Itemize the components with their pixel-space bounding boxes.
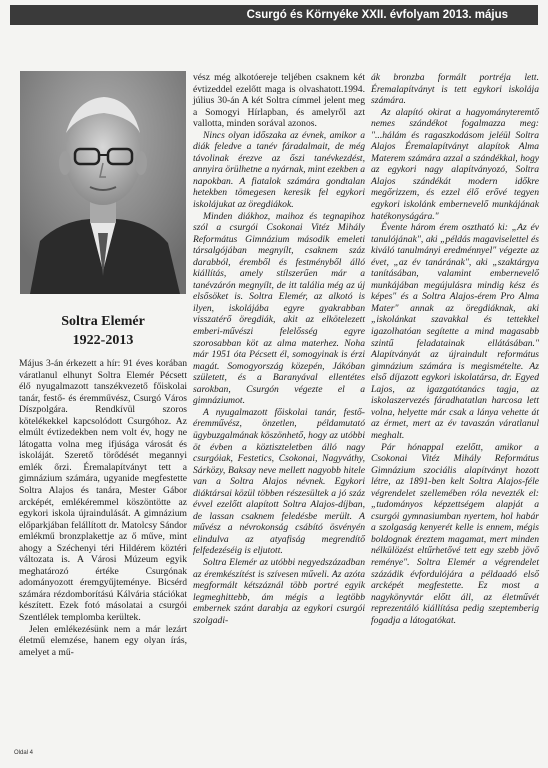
- paragraph: Nincs olyan időszaka az évnek, amikor a diák feledve a tanév fáradalmait, de még távolinak érezve az őszi tanévkezdést, annyira örülhetne a nyárnak, mint ezekben a napokban. A fiatalok számára gondtalan hetekben tömegesen keresik fel egykori iskolájukat az öregdiákok.: [193, 129, 365, 211]
- article-column-3: [371, 72, 539, 626]
- portrait-image: [20, 71, 186, 294]
- page-header-title: Csurgó és Környéke XXII. évfolyam 2013. május: [246, 9, 508, 21]
- person-name: Soltra Elemér: [61, 314, 145, 329]
- paragraph: Pár hónappal ezelőtt, amikor a Csokonai Vitéz Mihály Református Gimnázium szociális alapítványt hozott létre, az 1891-ben kelt Soltra Alajos-féle végrendelet szellemében róla nevezték el: „tudományos képzettségem alapját a csurgói gymnasiumban nyertem, hol habár a szolgaság kenyerét kelle is ennem, mégis boldognak éreztem magamat, mert minden nélkülözést eltűrhetővé tett egy szebb jövő reménye". Soltra Elemér a végrendelet százádik évfordulójára a példaadó első arcképét megfestette. Ez most a nagykönyvtár előtt áll, az életművét reprezentáló kiállítása pedig szeptemberig fogadja a látogatókat.: [371, 441, 539, 626]
- paragraph: Május 3-án érkezett a hír: 91 éves korában váratlanul elhunyt Soltra Elemér Pécsett élő nyugalmazott tanszékvezető főiskolai tanár, festő- és éremművész, Csurgó Város Díszpolgára. Rendkívül szoros kötelékekkel kapcsolódott Csurgóhoz. Az elmúlt évtizedekben nem volt év, hogy ne látogatta volna meg ifjúsága városát és iskoláját. Szerető törődését megannyi emlék őrzi. Éremalapítványt tett a gimnázium számára, ugyanide megfestette Soltra Alajos és tanára, Mester Gábor arcképét, emlékéremmel köszöntötte az egykori iskola újraindulását. A gimnázium előparkjában felállított dr. Matolcsy Sándor emlékmű bronzplakettje az ő műve, mint ahogy a Széchenyi téri Hildérem köztéri változata is. A Városi Múzeum egyik meghatározó értéke Csurgónak adományozott éremgyűjteménye. Bicsérd számára rézdomborítású Kálvária stációkat készített. Ezek fotó másolatai a csurgói Szentlélek templomba kerültek.: [19, 358, 187, 624]
- person-years: 1922-2013: [72, 333, 134, 348]
- portrait-photo: [20, 71, 186, 294]
- paragraph: Az alapító okirat a hagyományteremtő nemes szándékot fogalmazza meg: "...hálám és ragaszkodásom jeléül Soltra Alajos Éremalapítványt alapítok Alma Materem számára azzal a szándékkal, hogy az egykori nagy alapítványozó, Soltra Alajos szándékát modern időkre megőrizzem, és ezzel élő erővé tegyen egykori iskolánk embernevelő munkájának hatékonyságára.": [371, 106, 539, 222]
- paragraph: Soltra Elemér az utóbbi negyedszázadban az éremkészítést is szívesen műveli. Az azóta megformált kétszáznál több portré egyik legmeghittebb, ám mégis a legtöbb embernek szánt darabja az egykori csurgói szolgadi-: [193, 556, 365, 626]
- paragraph: Minden diákhoz, maihoz és tegnapihoz szól a csurgói Csokonai Vitéz Mihály Református Gimnázium második emeleti társalgójában megnyílt, csaknem száz darabból, éremből és festményből álló kiállítás, amely stílszerűen már a tanévzárón megnyílt, de itt talália még az új elsősöket is. Soltra Elemér, az alkotó is ilyen, iskolájába egyre gyakrabban visszatérő öregdiák, akit az elkötelezett emberi-művészi felelősség egyre szorosabban köt az alma materhez. Noha már 1951 óta Pécsett él, somogyinak is érzi magát. Somogyország közepén, Jákóban született, és a Baranyával ellentétes sarokban, Csurgón végezte el a gimnáziumot.: [193, 210, 365, 407]
- page-footer: Oldal 4: [14, 750, 34, 756]
- page-header-bar: [10, 5, 538, 25]
- paragraph: Évente három érem osztható ki: „Az év tanulójának", aki „példás magaviselettel és kiváló tanulmányi eredménnyel" végezte az évet, „az év tanárának", aki „szaktárgya tanításában, valamint embernevelő munkájában megújulásra mindig kész és képes" és a Soltra Alajos-érem Pro Alma Mater" annak az öregdiáknak, aki „iskolánkat szavakkal és tettekkel igazolhatóan segítette a mind magasabb szintű feladatainak ellátásában." Alapítványát az újraindult református gimnázium számára is megismételte. Az első díjazott egykori iskolatársa, dr. Egyed Lajos, az igazgatótanács tagja, az iskolaszervezés fáradhatatlan harcosa lett volna, helyette már csak a lánya vehette át az érmet, mert az év tavaszán váratlanul meghalt.: [371, 222, 539, 441]
- article-column-1: [19, 358, 187, 658]
- paragraph: vész még alkotóereje teljében csaknem két évtizeddel ezelőtt maga is olvashatott.1994. július 30-án A két Soltra címmel jelent meg a Somogyi Hírlapban, és amelyről azt vallotta, minden sorával azonos.: [193, 72, 365, 130]
- article-column-2: [193, 72, 365, 626]
- paragraph: A nyugalmazott főiskolai tanár, festő-éremművész, önzetlen, példamutató ügybuzgalmának köszönhető, hogy az utóbbi öt évben a köztiszteletben álló nagy csurgóiak, Festetics, Csokonai, Nagyváthy, Sárközy, Baksay neve mellett nagyobb hitele van a Soltra Alajos névnek. Egykori diáktársai közül többen részesültek a jó száz évvel ezelőtt alapított Soltra Alajos-díjban, de lassan csaknem feledésbe merült. A művész a névrokonság csábító ösvényén elindulva az atyafiság megrendítő felfedezéséig is eljutott.: [193, 406, 365, 557]
- paragraph: ák bronzba formált portréja lett. Éremalapítványt is tett egykori iskolája számára.: [371, 72, 539, 107]
- paragraph: Jelen emlékezésünk nem a már lezárt életmű elemzése, hanem egy olyan írás, amelyet a mű-: [19, 623, 187, 658]
